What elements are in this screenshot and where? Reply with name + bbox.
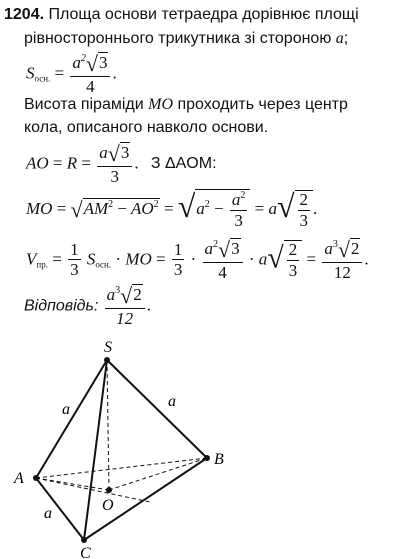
- mo-a-exp: 2: [204, 199, 210, 211]
- minus-2: −: [214, 199, 224, 219]
- mo-frac-exp: 2: [240, 190, 246, 202]
- ans-exp: 3: [115, 285, 121, 296]
- edge-sb: [107, 360, 207, 458]
- area-symbol: S: [26, 63, 35, 83]
- mo-period: .: [313, 199, 318, 218]
- v-one-2: 1: [173, 239, 183, 259]
- v-mo: MO: [125, 249, 152, 269]
- v-sub: пр.: [36, 259, 48, 270]
- v-a: a: [258, 249, 268, 269]
- ans-a: a: [106, 285, 116, 304]
- v-dot-3: ·: [248, 249, 255, 269]
- label-c: C: [80, 545, 91, 559]
- v-frac-a: a: [204, 239, 213, 258]
- label-o: O: [102, 497, 114, 514]
- segment-ao: [36, 478, 109, 490]
- frac-a: a: [72, 53, 81, 72]
- semicolon: ;: [343, 30, 349, 47]
- height-text-1-end: проходить через центр: [177, 96, 348, 113]
- exp-2: 2: [80, 53, 86, 64]
- radicand-3: 3: [98, 53, 108, 72]
- volume-formula: $V_{пр.}$ = $\frac{1}{3}$ $S_{осн.}$ · MO = $\frac{1}{3}$ · $\frac{a^2√3}{4}$ · a√ $\frac{2}{3}$ = $\frac{a^3√2}{12}$ .: [26, 237, 369, 283]
- mo-result-a: a: [268, 199, 277, 218]
- v-one: 1: [70, 239, 79, 259]
- ans-period: .: [146, 295, 151, 315]
- mo-eq-2: =: [163, 199, 174, 218]
- denom-4: 4: [86, 77, 95, 97]
- label-edge-sa: a: [62, 401, 70, 418]
- problem-text-2: рівностороннього трикутника зі стороною: [24, 30, 332, 47]
- equals: =: [54, 63, 65, 83]
- v-three: 3: [70, 260, 79, 280]
- mo-eq-3: =: [254, 199, 265, 218]
- label-edge-ac: a: [44, 505, 52, 522]
- mo-frac-a: a: [231, 190, 241, 210]
- problem-line-1: [4, 6, 359, 24]
- ans-rad: 2: [133, 285, 142, 304]
- problem-text-1: Площа основи тетраедра дорівнює площі: [48, 6, 359, 23]
- mo-eq-1: =: [56, 199, 67, 218]
- v-res-rad: 2: [350, 239, 360, 258]
- r: R: [66, 153, 78, 173]
- v-eq-2: =: [155, 249, 166, 269]
- vertex-b: [204, 455, 210, 461]
- label-b: B: [214, 451, 224, 468]
- v-res-denom: 12: [333, 263, 351, 283]
- height-text-2: кола, описаного навколо основи.: [24, 119, 269, 136]
- from-triangle: З ΔAOM:: [150, 155, 217, 173]
- period: .: [112, 63, 117, 83]
- ao-a: a: [99, 143, 108, 162]
- area-fraction: $\frac{a^2√3}{4}$: [70, 52, 110, 97]
- v-frac-exp: 2: [213, 239, 218, 250]
- vertex-c: [81, 537, 87, 543]
- v-rad-num: 2: [288, 240, 298, 260]
- height-text-1: Висота піраміди: [24, 96, 144, 113]
- vertex-a: [33, 475, 39, 481]
- point-o: [106, 487, 112, 493]
- height-line-1: [24, 96, 348, 114]
- v-s-sub: осн.: [95, 259, 112, 270]
- area-formula: [26, 52, 117, 97]
- v-period: .: [364, 249, 369, 269]
- ao: AO: [26, 153, 49, 173]
- label-s: S: [104, 339, 112, 356]
- ans-denom: 12: [116, 309, 134, 329]
- v-three-2: 3: [173, 260, 183, 280]
- area-subscript: осн.: [34, 73, 51, 84]
- height-so: [107, 360, 109, 490]
- mo-a: a: [196, 199, 205, 219]
- ao-exp: 2: [153, 199, 159, 210]
- side-variable: a: [335, 30, 344, 47]
- mo: MO: [26, 199, 53, 218]
- v-eq-1: =: [52, 249, 62, 269]
- answer-line: Відповідь: $\frac{a^3√2}{12}$ .: [24, 283, 151, 329]
- problem-line-2: [24, 30, 348, 48]
- vertex-s: [104, 357, 110, 363]
- ao-fraction: $\frac{a√3}{3}$: [97, 142, 132, 187]
- minus-1: −: [117, 199, 128, 218]
- v: V: [26, 249, 37, 269]
- eq-1: =: [52, 153, 63, 173]
- am: AM: [83, 199, 109, 218]
- ao-2: AO: [130, 199, 154, 218]
- mo-result-num: 2: [299, 189, 309, 209]
- v-frac-rad: 3: [231, 239, 240, 258]
- v-eq-3: =: [306, 249, 317, 269]
- ao-denom: 3: [110, 167, 120, 187]
- mo-result-denom: 3: [299, 210, 309, 230]
- mo-formula: MO = $√AM^2 - AO^2 = √a^2$ − $\frac{a^2}{3}$ = a√ $\frac{2}{3}$ .: [26, 188, 318, 231]
- tetrahedron-figure: [0, 330, 408, 559]
- height-var: MO: [148, 96, 174, 113]
- am-exp: 2: [108, 199, 114, 210]
- label-a: A: [14, 470, 24, 487]
- edge-sa: [36, 360, 107, 478]
- v-s: S: [86, 249, 96, 269]
- mo-frac-denom: 3: [234, 211, 243, 231]
- v-dot-2: ·: [190, 249, 197, 269]
- ao-formula: [26, 142, 217, 187]
- ao-period: .: [134, 153, 139, 173]
- problem-number: 1204.: [4, 6, 45, 23]
- eq-2: =: [81, 153, 91, 173]
- v-res-a: a: [324, 239, 333, 258]
- label-edge-sb: a: [168, 393, 176, 410]
- ao-radicand: 3: [120, 143, 130, 162]
- median-a: [36, 478, 150, 502]
- v-dot-1: ·: [115, 249, 122, 269]
- v-rad-denom: 3: [288, 260, 298, 280]
- v-frac-denom: 4: [218, 263, 227, 283]
- v-res-exp: 3: [332, 239, 338, 250]
- segment-ob: [109, 458, 207, 490]
- answer-label: Відповідь:: [24, 297, 99, 315]
- height-line-2: [24, 119, 268, 137]
